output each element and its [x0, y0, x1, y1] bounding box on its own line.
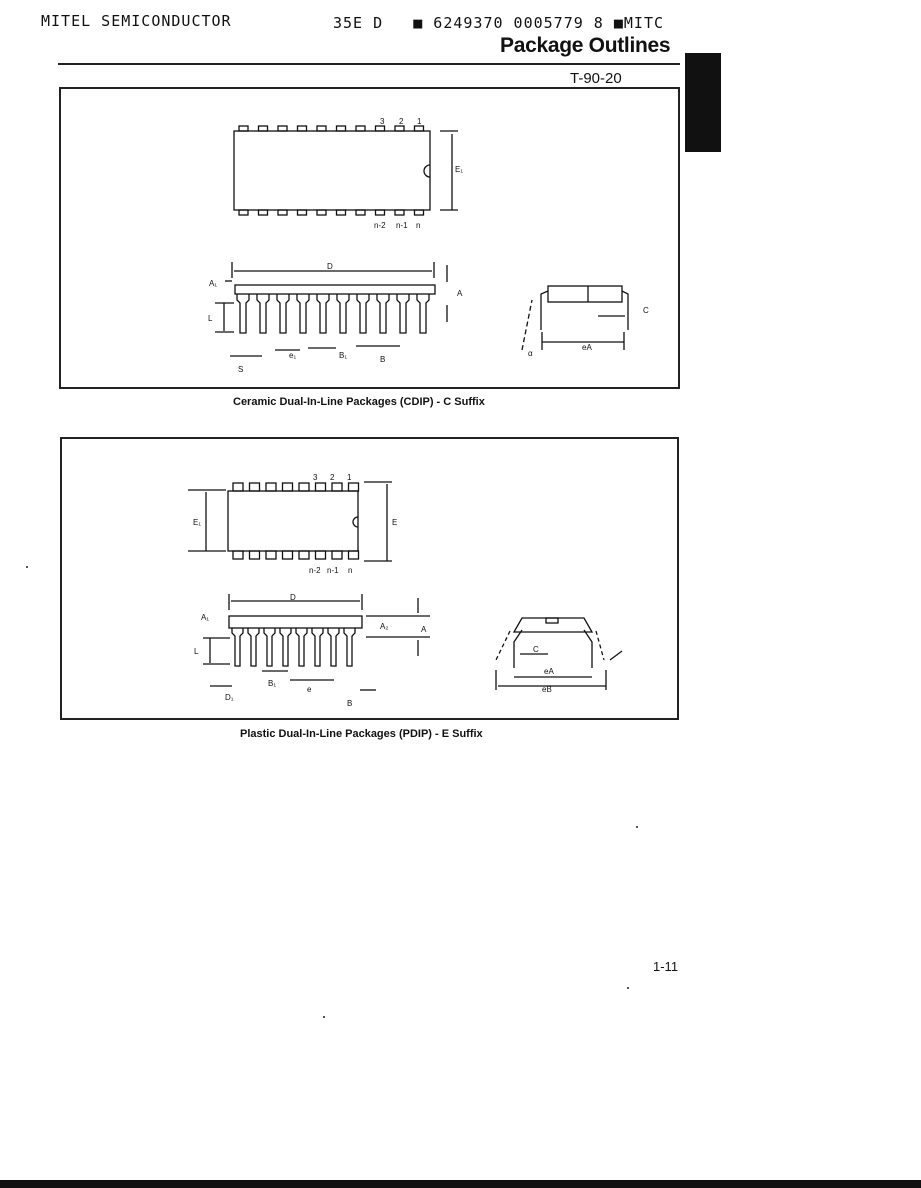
cdip-pin [298, 210, 307, 215]
cdip-pin [376, 210, 385, 215]
pdip-a2-label: A₂ [380, 622, 389, 631]
pdip-pin [250, 551, 260, 559]
pdip-e1-label: E₁ [193, 518, 202, 527]
pdip-lead [312, 628, 323, 666]
cdip-s-label: S [238, 365, 244, 374]
pdip-pin [266, 483, 276, 491]
cdip-lead [377, 294, 389, 333]
pdip-pin [299, 551, 309, 559]
cdip-labels [208, 117, 649, 374]
pdip-end-view [496, 618, 622, 690]
cdip-pin2-label: 2 [399, 117, 404, 126]
cdip-pin [395, 126, 404, 131]
cdip-pin [376, 126, 385, 131]
cdip-pin [317, 210, 326, 215]
cdip-ea-label: eA [582, 343, 592, 352]
cdip-lead [337, 294, 349, 333]
scan-speck [636, 826, 638, 828]
page-number: 1-11 [653, 959, 679, 974]
cdip-caption: Ceramic Dual-In-Line Packages (CDIP) - C Suffix [233, 396, 485, 408]
cdip-n2-label: n-2 [374, 221, 386, 230]
cdip-lead [257, 294, 269, 333]
pdip-l-label: L [194, 647, 199, 656]
pdip-pin [250, 483, 260, 491]
pdip-lead [248, 628, 259, 666]
cdip-end-view [522, 286, 628, 350]
pdip-pin2-label: 2 [330, 473, 335, 482]
cdip-pin3-label: 3 [380, 117, 385, 126]
pdip-e-pitch-label: e [307, 685, 312, 694]
cdip-b1-label: B₁ [339, 351, 348, 360]
scan-speck [627, 987, 629, 989]
cdip-pin [278, 126, 287, 131]
cdip-pin [317, 126, 326, 131]
cdip-pin [239, 210, 248, 215]
pdip-labels [193, 473, 554, 708]
header-company: MITEL SEMICONDUCTOR [41, 12, 232, 30]
cdip-a-label: A [457, 289, 463, 298]
pdip-lead [296, 628, 307, 666]
pdip-b1-label: B₁ [268, 679, 277, 688]
pdip-lead [344, 628, 355, 666]
pdip-n-label: n [348, 566, 353, 575]
cdip-pin [337, 126, 346, 131]
pdip-caption: Plastic Dual-In-Line Packages (PDIP) - E Suffix [240, 728, 483, 740]
cdip-pin [356, 126, 365, 131]
scan-speck [323, 1016, 325, 1018]
header-code-line: 35E D ■ 6249370 0005779 8 ■MITC [333, 14, 665, 32]
cdip-lead [417, 294, 429, 333]
cdip-lead [317, 294, 329, 333]
cdip-pin [239, 126, 248, 131]
pdip-e-label: E [392, 518, 398, 527]
pdip-pin [233, 483, 243, 491]
pdip-ea-label: eA [544, 667, 554, 676]
pdip-d-label: D [290, 593, 296, 602]
cdip-d-label: D [327, 262, 333, 271]
cdip-e1-label: E₁ [455, 165, 464, 174]
pdip-pin [283, 551, 293, 559]
cdip-pin [298, 126, 307, 131]
pdip-pin3-label: 3 [313, 473, 318, 482]
cdip-n-label: n [416, 221, 421, 230]
cdip-pin [395, 210, 404, 215]
cdip-l-label: L [208, 314, 213, 323]
cdip-lead [357, 294, 369, 333]
cdip-pin [337, 210, 346, 215]
pdip-pin [283, 483, 293, 491]
page-title: Package Outlines [500, 34, 671, 57]
cdip-pin1-label: 1 [417, 117, 422, 126]
pdip-d1-label: D₁ [225, 693, 234, 702]
cdip-e1-pitch-label: e₁ [289, 351, 297, 360]
cdip-b-label: B [380, 355, 386, 364]
cdip-lead [297, 294, 309, 333]
pdip-lead [232, 628, 243, 666]
pdip-lead [280, 628, 291, 666]
pdip-pin [299, 483, 309, 491]
pdip-pin [349, 551, 359, 559]
cdip-lead [237, 294, 249, 333]
pdip-b-label: B [347, 699, 353, 708]
pdip-top-view [188, 482, 392, 561]
cdip-alpha-label: α [528, 349, 533, 358]
scan-speck [26, 566, 28, 568]
pdip-pin [332, 483, 342, 491]
pdip-n1-label: n-1 [327, 566, 339, 575]
pdip-a-label: A [421, 625, 427, 634]
cdip-pin [259, 210, 268, 215]
cdip-pin [356, 210, 365, 215]
pdip-pin [316, 551, 326, 559]
cdip-side-view [215, 262, 447, 356]
cdip-a1-label: A₁ [209, 279, 218, 288]
drawing-code: T-90-20 [570, 70, 622, 87]
scan-bottom-edge [0, 1180, 921, 1188]
pdip-n2-label: n-2 [309, 566, 321, 575]
pdip-a1-label: A₁ [201, 613, 210, 622]
cdip-pin [259, 126, 268, 131]
cdip-lead [277, 294, 289, 333]
cdip-n1-label: n-1 [396, 221, 408, 230]
pdip-pin [349, 483, 359, 491]
pdip-c-label: C [533, 645, 539, 654]
pdip-pin [233, 551, 243, 559]
pdip-lead [264, 628, 275, 666]
pdip-eb-label: eB [542, 685, 552, 694]
pdip-side-view [203, 594, 430, 690]
cdip-c-label: C [643, 306, 649, 315]
pdip-pin1-label: 1 [347, 473, 352, 482]
pdip-pin [266, 551, 276, 559]
pdip-pin [332, 551, 342, 559]
cdip-lead [397, 294, 409, 333]
cdip-pin [415, 210, 424, 215]
pdip-lead [328, 628, 339, 666]
cdip-pin [278, 210, 287, 215]
pdip-pin [316, 483, 326, 491]
cdip-pin [415, 126, 424, 131]
cdip-top-view [234, 126, 458, 215]
